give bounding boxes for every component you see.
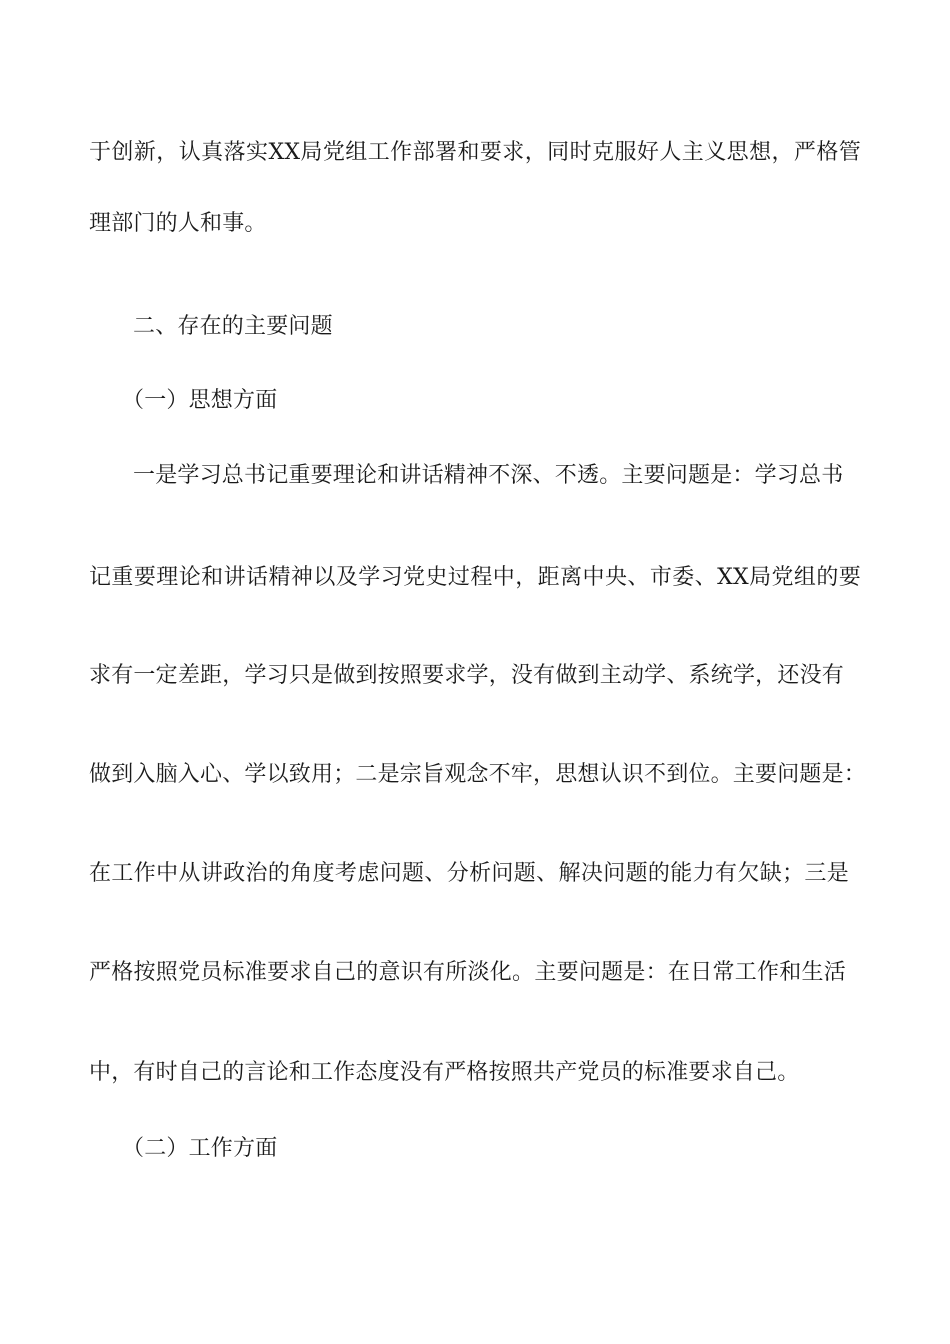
body-text-line: 记重要理论和讲话精神以及学习党史过程中，距离中央、市委、XX局党组的要 xyxy=(89,565,861,590)
body-text-line: 严格按照党员标准要求自己的意识有所淡化。主要问题是：在日常工作和生活 xyxy=(89,960,846,985)
subsection-heading: （一）思想方面 xyxy=(122,388,278,413)
body-text-line: 中，有时自己的言论和工作态度没有严格按照共产党员的标准要求自己。 xyxy=(89,1060,800,1085)
body-text-line: 于创新，认真落实XX局党组工作部署和要求，同时克服好人主义思想，严格管 xyxy=(89,140,861,165)
body-text-line: 求有一定差距，学习只是做到按照要求学，没有做到主动学、系统学，还没有 xyxy=(89,663,844,688)
section-heading: 二、存在的主要问题 xyxy=(133,314,333,339)
body-text-line: 理部门的人和事。 xyxy=(89,211,267,236)
body-text-line: 在工作中从讲政治的角度考虑问题、分析问题、解决问题的能力有欠缺；三是 xyxy=(89,861,849,886)
subsection-heading: （二）工作方面 xyxy=(122,1136,278,1161)
body-text-line: 一是学习总书记重要理论和讲话精神不深、不透。主要问题是：学习总书 xyxy=(133,463,844,488)
body-text-line: 做到入脑入心、学以致用；二是宗旨观念不牢，思想认识不到位。主要问题是： xyxy=(89,762,867,787)
